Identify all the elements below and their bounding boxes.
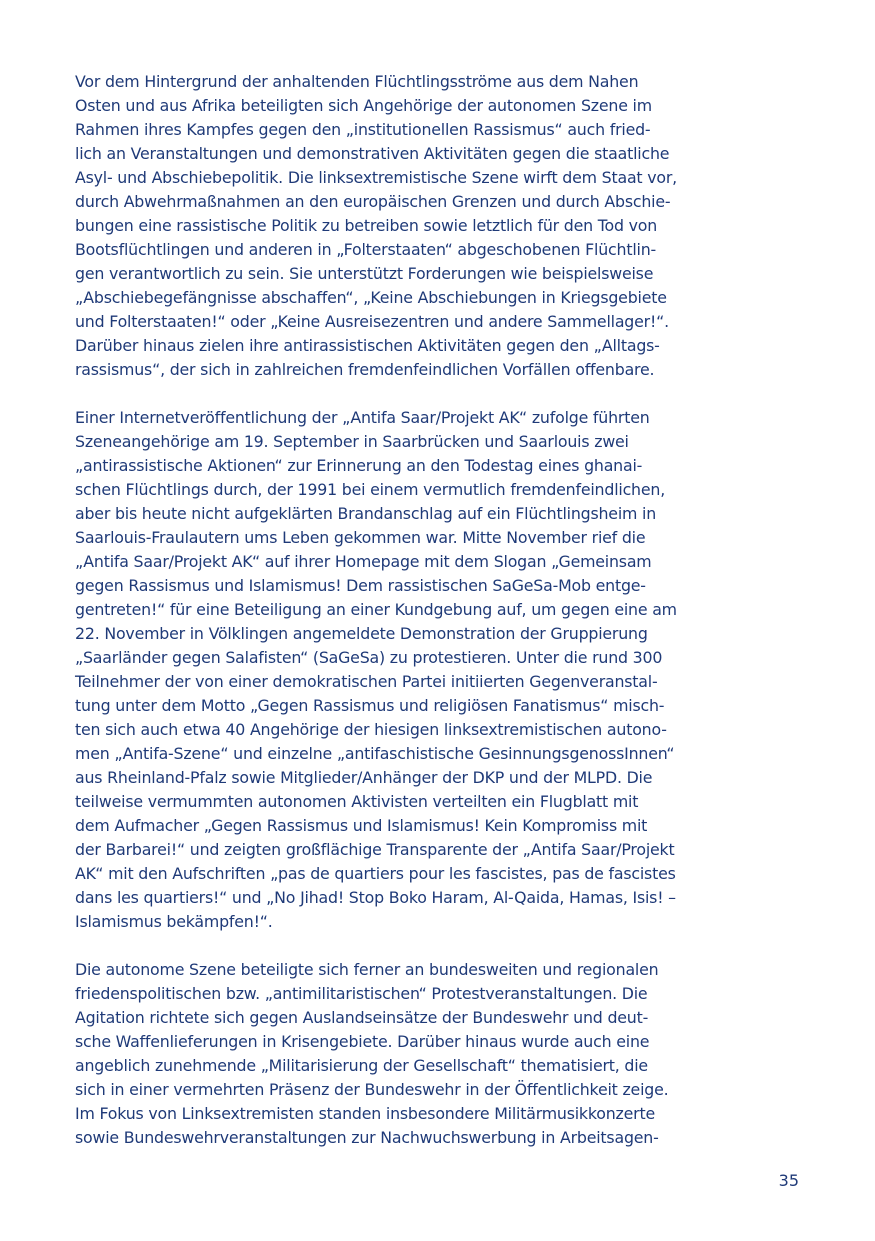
text-line: sowie Bundeswehrveranstaltungen zur Nachwuchswerbung in Arbeitsagen- <box>75 1128 659 1147</box>
text-line: men „Antifa-Szene“ und einzelne „antifaschistische GesinnungsgenossInnen“ <box>75 744 675 763</box>
text-line: dans les quartiers!“ und „No Jihad! Stop Boko Haram, Al-Qaida, Hamas, Isis! – <box>75 888 676 907</box>
text-line: durch Abwehrmaßnahmen an den europäischen Grenzen und durch Abschie- <box>75 192 671 211</box>
text-line: Im Fokus von Linksextremisten standen insbesondere Militärmusikkonzerte <box>75 1104 655 1123</box>
text-line: aber bis heute nicht aufgeklärten Brandanschlag auf ein Flüchtlingsheim in <box>75 504 657 523</box>
paragraph <box>75 70 803 382</box>
text-line: „antirassistische Aktionen“ zur Erinnerung an den Todestag eines ghanai- <box>75 456 643 475</box>
text-line: AK“ mit den Aufschriften „pas de quartiers pour les fascistes, pas de fascistes <box>75 864 676 883</box>
text-line: Einer Internetveröffentlichung der „Antifa Saar/Projekt AK“ zufolge führten <box>75 408 650 427</box>
text-line: gen verantwortlich zu sein. Sie unterstützt Forderungen wie beispielsweise <box>75 264 654 283</box>
text-line: „Saarländer gegen Salafisten“ (SaGeSa) zu protestieren. Unter die rund 300 <box>75 648 663 667</box>
text-line: „Antifa Saar/Projekt AK“ auf ihrer Homepage mit dem Slogan „Gemeinsam <box>75 552 652 571</box>
text-line: aus Rheinland-Pfalz sowie Mitglieder/Anhänger der DKP und der MLPD. Die <box>75 768 653 787</box>
paragraph <box>75 958 803 1150</box>
text-line: Die autonome Szene beteiligte sich ferner an bundesweiten und regionalen <box>75 960 659 979</box>
text-line: dem Aufmacher „Gegen Rassismus und Islamismus! Kein Kompromiss mit <box>75 816 648 835</box>
text-line: angeblich zunehmende „Militarisierung der Gesellschaft“ thematisiert, die <box>75 1056 648 1075</box>
text-line: teilweise vermummten autonomen Aktivisten verteilten ein Flugblatt mit <box>75 792 639 811</box>
page-number: 35 <box>778 1171 799 1190</box>
body-text <box>75 70 803 1174</box>
text-line: Szeneangehörige am 19. September in Saarbrücken und Saarlouis zwei <box>75 432 629 451</box>
text-line: und Folterstaaten!“ oder „Keine Ausreisezentren und andere Sammellager!“. <box>75 312 669 331</box>
text-line: lich an Veranstaltungen und demonstrativen Aktivitäten gegen die staatliche <box>75 144 670 163</box>
text-line: rassismus“, der sich in zahlreichen fremdenfeindlichen Vorfällen offenbare. <box>75 360 655 379</box>
text-line: Asyl- und Abschiebepolitik. Die linksextremistische Szene wirft dem Staat vor, <box>75 168 677 187</box>
text-line: ten sich auch etwa 40 Angehörige der hiesigen linksextremistischen autono- <box>75 720 667 739</box>
text-line: Osten und aus Afrika beteiligten sich Angehörige der autonomen Szene im <box>75 96 652 115</box>
text-line: Saarlouis-Fraulautern ums Leben gekommen war. Mitte November rief die <box>75 528 646 547</box>
text-line: Teilnehmer der von einer demokratischen Partei initiierten Gegenveranstal- <box>75 672 658 691</box>
text-line: „Abschiebegefängnisse abschaffen“, „Keine Abschiebungen in Kriegsgebiete <box>75 288 667 307</box>
text-line: Agitation richtete sich gegen Auslandseinsätze der Bundeswehr und deut- <box>75 1008 649 1027</box>
text-line: friedenspolitischen bzw. „antimilitaristischen“ Protestveranstaltungen. Die <box>75 984 648 1003</box>
text-line: Rahmen ihres Kampfes gegen den „institutionellen Rassismus“ auch fried- <box>75 120 651 139</box>
text-line: gegen Rassismus und Islamismus! Dem rassistischen SaGeSa-Mob entge- <box>75 576 646 595</box>
text-line: Vor dem Hintergrund der anhaltenden Flüchtlingsströme aus dem Nahen <box>75 72 639 91</box>
text-line: schen Flüchtlings durch, der 1991 bei einem vermutlich fremdenfeindlichen, <box>75 480 666 499</box>
text-line: gentreten!“ für eine Beteiligung an einer Kundgebung auf, um gegen eine am <box>75 600 677 619</box>
text-line: sich in einer vermehrten Präsenz der Bundeswehr in der Öffentlichkeit zeige. <box>75 1080 669 1099</box>
text-line: bungen eine rassistische Politik zu betreiben sowie letztlich für den Tod von <box>75 216 658 235</box>
text-line: tung unter dem Motto „Gegen Rassismus und religiösen Fanatismus“ misch- <box>75 696 665 715</box>
text-line: Islamismus bekämpfen!“. <box>75 912 273 931</box>
paragraph <box>75 406 803 934</box>
text-line: der Barbarei!“ und zeigten großflächige Transparente der „Antifa Saar/Projekt <box>75 840 675 859</box>
text-line: sche Waffenlieferungen in Krisengebiete. Darüber hinaus wurde auch eine <box>75 1032 650 1051</box>
text-line: 22. November in Völklingen angemeldete Demonstration der Gruppierung <box>75 624 648 643</box>
text-line: Bootsflüchtlingen und anderen in „Folterstaaten“ abgeschobenen Flüchtlin- <box>75 240 657 259</box>
text-line: Darüber hinaus zielen ihre antirassistischen Aktivitäten gegen den „Alltags- <box>75 336 660 355</box>
